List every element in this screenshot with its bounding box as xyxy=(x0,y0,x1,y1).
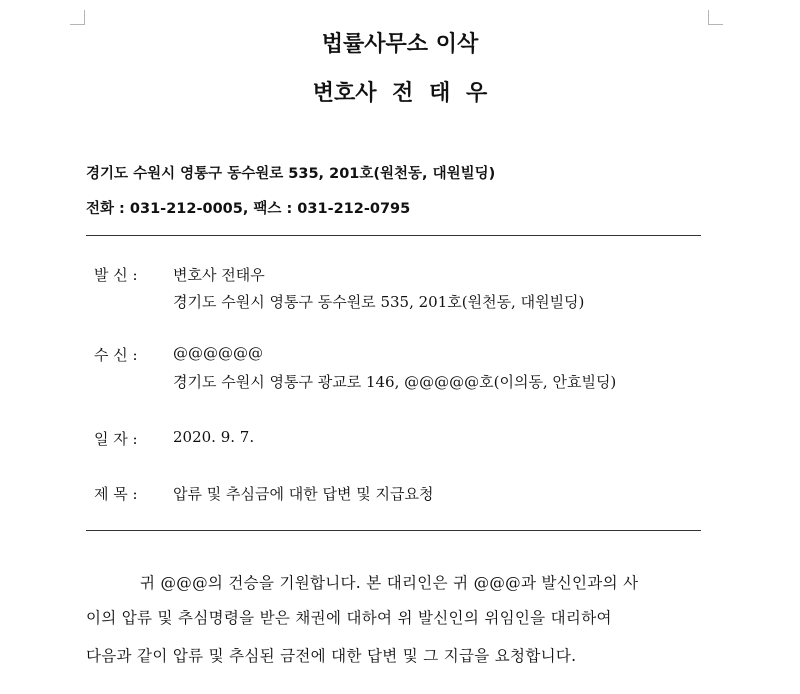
subject-label: 제 목 : xyxy=(94,485,138,503)
lawyer-title: 변호사 전 태 우 xyxy=(312,81,488,106)
sender-label: 발 신 : xyxy=(94,266,138,284)
office-contact: 전화 : 031-212-0005, 팩스 : 031-212-0795 xyxy=(86,201,411,217)
sender-address: 경기도 수원시 영통구 동수원로 535, 201호(원천동, 대원빌딩) xyxy=(173,293,585,311)
recipient-label: 수 신 : xyxy=(94,346,138,364)
recipient-address: 경기도 수원시 영통구 광교로 146, @@@@@호(이의동, 안효빌딩) xyxy=(173,373,617,391)
page-corner-mark-left xyxy=(70,10,85,25)
header-divider xyxy=(86,235,701,236)
date-label: 일 자 : xyxy=(94,430,138,448)
recipient-name: @@@@@@ xyxy=(173,344,263,362)
date-value: 2020. 9. 7. xyxy=(173,428,255,446)
body-line-1: 귀 @@@의 건승을 기원합니다. 본 대리인은 귀 @@@과 발신인과의 사 xyxy=(140,574,639,592)
page-corner-mark-right xyxy=(708,10,723,25)
subject-value: 압류 및 추심금에 대한 답변 및 지급요청 xyxy=(173,485,434,503)
office-title: 법률사무소 이삭 xyxy=(321,32,479,57)
body-line-2: 이의 압류 및 추심명령을 받은 채권에 대하여 위 발신인의 위임인을 대리하여 xyxy=(86,609,612,627)
fields-divider xyxy=(86,530,701,531)
office-address: 경기도 수원시 영통구 동수원로 535, 201호(원천동, 대원빌딩) xyxy=(86,166,496,182)
sender-name: 변호사 전태우 xyxy=(173,266,265,284)
body-line-3: 다음과 같이 압류 및 추심된 금전에 대한 답변 및 그 지급을 요청합니다. xyxy=(86,647,577,665)
